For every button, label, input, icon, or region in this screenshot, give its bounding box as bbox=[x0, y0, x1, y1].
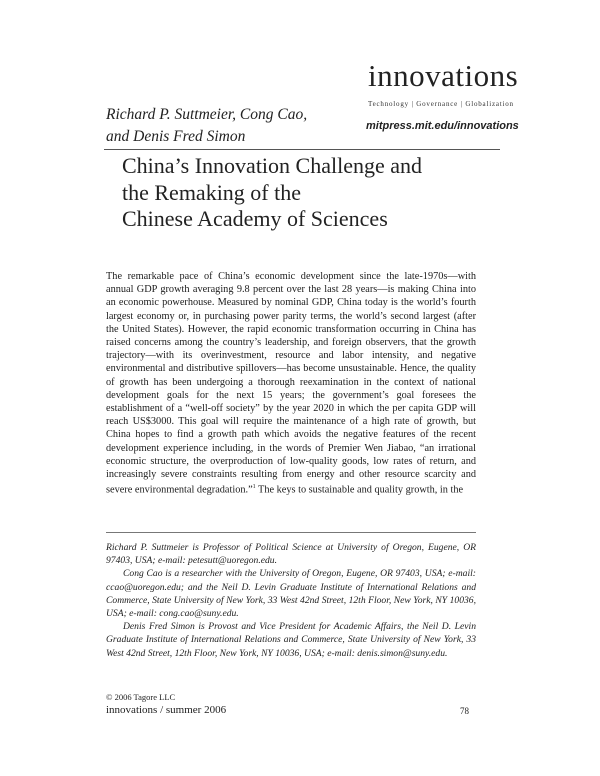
affiliation-simon: Denis Fred Simon is Provost and Vice President for Academic Affairs, the Neil D. Levin Graduate Institute of International Relations and Commerce, State University of New York, 33 West 42nd Street, 12th Floor, New York, NY 10036, USA; e-mail: denis.simon@suny.edu. bbox=[106, 621, 476, 659]
author-affiliations bbox=[106, 541, 476, 660]
journal-url-link[interactable]: mitpress.mit.edu/innovations bbox=[366, 120, 519, 132]
title-line-2: the Remaking of the bbox=[122, 179, 302, 205]
author-list bbox=[106, 104, 307, 148]
authors-line-1: Richard P. Suttmeier, Cong Cao, bbox=[106, 106, 308, 123]
title-divider bbox=[104, 149, 500, 150]
journal-tagline: Technology | Governance | Globalization bbox=[368, 100, 514, 108]
article-body bbox=[106, 270, 476, 497]
copyright-notice: © 2006 Tagore LLC bbox=[106, 692, 176, 702]
affiliation-suttmeier: Richard P. Suttmeier is Professor of Political Science at University of Oregon, Eugene, OR 97403, USA; e-mail: petesutt@uoregon.edu. bbox=[106, 542, 476, 567]
footer-journal-issue: innovations / summer 2006 bbox=[106, 704, 227, 716]
title-line-1: China’s Innovation Challenge and bbox=[122, 153, 422, 178]
journal-logo: innovations bbox=[368, 58, 519, 93]
body-paragraph-tail: The keys to sustainable and quality growth, in the bbox=[255, 484, 464, 496]
title-line-3: Chinese Academy of Sciences bbox=[122, 206, 388, 231]
authors-line-2: and Denis Fred Simon bbox=[106, 128, 246, 145]
footnote-divider bbox=[106, 532, 476, 533]
footnote-marker[interactable]: 1 bbox=[252, 484, 256, 491]
body-paragraph: The remarkable pace of China’s economic development since the late-1970s—with annual GDP growth averaging 9.8 percent over the last 28 years—is making China into an economic powerhouse. Measured by nominal GDP, China today is the world’s fourth largest economy or, in purchasing power parity terms, the world’s second largest (after the United States). However, the rapid economic transformation occurring in China has raised concerns among the country’s leadership, and foreign observers, that the growth trajectory—with its overinvestment, resource and labor intensity, and negative environmental and distributive spillovers—has become unsustainable. Hence, the quality of growth has been undergoing a thorough reexamination in the context of national development goals for the next 15 years; the government’s goal foresees the establishment of a “well-off society” by the year 2020 in which the per capita GDP will reach US$3000. This goal will require the maintenance of a high rate of growth, but China hopes to find a growth path which avoids the negative features of the recent development experience including, in the words of Premier Wen Jiabao, “an irrational economic structure, the overproduction of low-quality goods, low rates of return, and increasingly severe constraints resulting from energy and other resource scarcity and severe environmental degradation.” bbox=[106, 271, 476, 496]
affiliation-cao: Cong Cao is a researcher with the University of Oregon, Eugene, OR 97403, USA; e-mail: ccao@uoregon.edu; and the Neil D. Levin Graduate Institute of International Relations and Commerce, State University of New York, 33 West 42nd Street, 12th Floor, New York, NY 10036, USA; e-mail: cong.cao@suny.edu. bbox=[106, 568, 476, 620]
page-number: 78 bbox=[460, 706, 469, 716]
article-title bbox=[122, 153, 422, 233]
